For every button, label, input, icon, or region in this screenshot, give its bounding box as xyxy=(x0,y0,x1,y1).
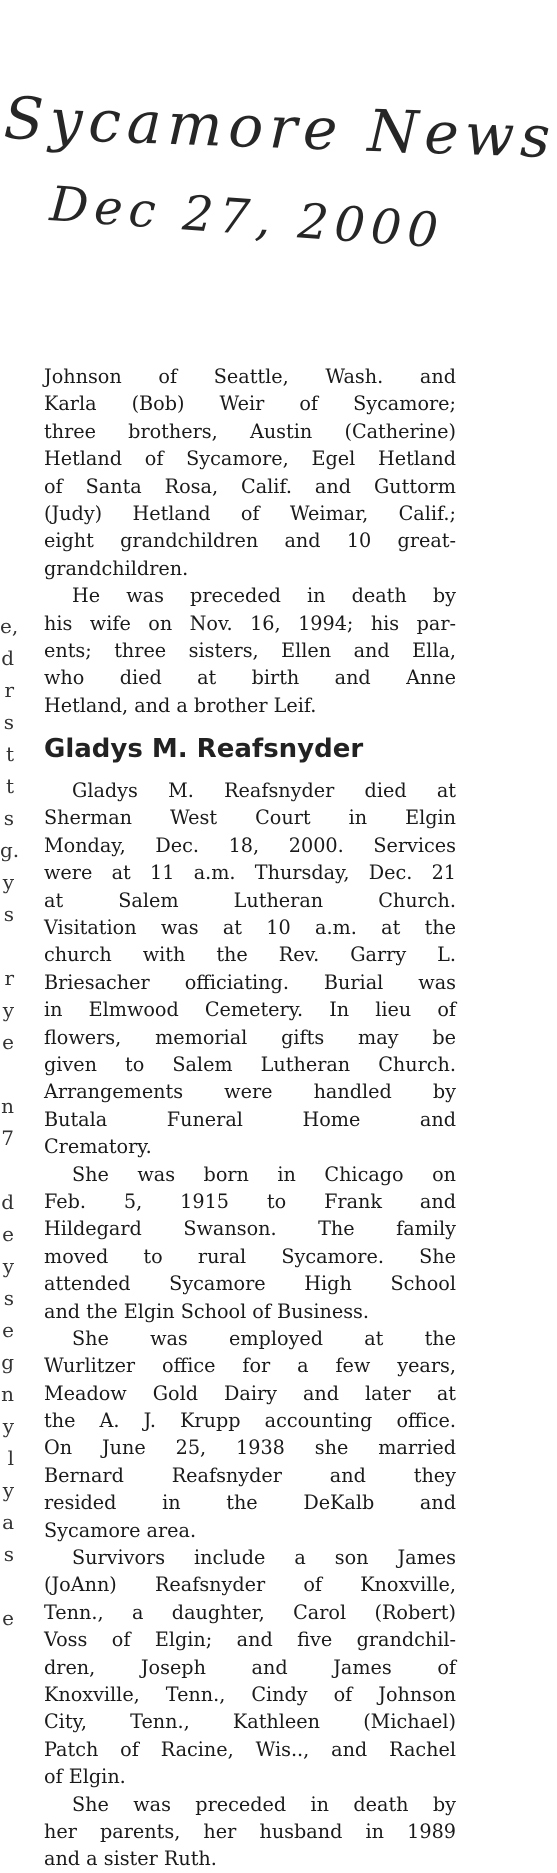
gutter-fragment: g. xyxy=(0,838,20,862)
obituary-paragraph xyxy=(44,1544,456,1791)
text-line: Monday, Dec. 18, 2000. Services xyxy=(44,833,456,857)
gutter-fragment: s xyxy=(3,1286,14,1310)
obituary-column xyxy=(44,363,456,1873)
handwritten-source: Sycamore News xyxy=(2,84,557,172)
obituary-body xyxy=(44,777,456,1873)
text-line: in Elmwood Cemetery. In lieu of xyxy=(44,998,456,1022)
text-line: and a sister Ruth. xyxy=(44,1847,217,1871)
handwritten-annotation xyxy=(0,0,557,260)
text-line: Hetland, and a brother Leif. xyxy=(44,693,317,717)
text-line: Briesacher officiating. Burial was xyxy=(44,970,456,994)
gutter-fragment: a xyxy=(2,1510,14,1534)
previous-obituary-continuation xyxy=(44,363,456,582)
text-line: Knoxville, Tenn., Cindy of Johnson xyxy=(44,1682,456,1706)
text-line: resided in the DeKalb and xyxy=(44,1491,456,1515)
text-line: Karla (Bob) Weir of Sycamore; xyxy=(44,392,456,416)
gutter-fragment: s xyxy=(3,902,14,926)
text-line: Crematory. xyxy=(44,1135,152,1159)
text-line: of Elgin. xyxy=(44,1765,126,1789)
text-line: Johnson of Seattle, Wash. and xyxy=(44,365,456,388)
gutter-fragment: d xyxy=(1,646,14,670)
text-line: church with the Rev. Garry L. xyxy=(44,943,456,967)
gutter-fragment: e xyxy=(2,1606,14,1630)
text-line: She was preceded in death by xyxy=(72,1792,456,1816)
text-line: Tenn., a daughter, Carol (Robert) xyxy=(44,1600,456,1624)
gutter-fragment: r xyxy=(4,678,14,702)
text-line: Gladys M. Reafsnyder died at xyxy=(72,779,456,803)
obituary-paragraph xyxy=(44,777,456,1160)
text-line: She was born in Chicago on xyxy=(72,1162,456,1186)
text-line: Bernard Reafsnyder and they xyxy=(44,1463,456,1487)
text-line: Voss of Elgin; and five grandchil- xyxy=(44,1628,456,1652)
gutter-fragment: 7 xyxy=(1,1126,14,1150)
text-line: ents; three sisters, Ellen and Ella, xyxy=(44,638,456,662)
gutter-fragment: g xyxy=(1,1350,14,1374)
text-line: She was employed at the xyxy=(72,1326,456,1350)
text-line: Visitation was at 10 a.m. at the xyxy=(44,916,456,940)
gutter-fragment: s xyxy=(3,806,14,830)
text-line: Survivors include a son James xyxy=(72,1546,456,1570)
gutter-fragment xyxy=(0,1634,14,1666)
text-line: moved to rural Sycamore. She xyxy=(44,1244,456,1268)
gutter-fragment: y xyxy=(2,998,14,1022)
text-line: who died at birth and Anne xyxy=(44,666,456,690)
gutter-fragment: e, xyxy=(0,614,19,638)
text-line: attended Sycamore High School xyxy=(44,1272,456,1296)
text-line: City, Tenn., Kathleen (Michael) xyxy=(44,1710,456,1734)
gutter-fragment: r xyxy=(4,966,14,990)
text-line: Patch of Racine, Wis.., and Rachel xyxy=(44,1737,456,1761)
text-line: Sycamore area. xyxy=(44,1518,197,1542)
gutter-fragment: y xyxy=(2,870,14,894)
text-line: dren, Joseph and James of xyxy=(44,1655,456,1679)
previous-obituary-closing xyxy=(44,582,456,719)
gutter-fragment: n xyxy=(1,1382,14,1406)
gutter-fragment: s xyxy=(3,710,14,734)
text-line: his wife on Nov. 16, 1994; his par- xyxy=(44,611,456,635)
gutter-fragment: y xyxy=(2,1254,14,1278)
text-line: given to Salem Lutheran Church. xyxy=(44,1052,456,1076)
text-line: of Santa Rosa, Calif. and Guttorm xyxy=(44,474,456,498)
gutter-fragment: s xyxy=(3,1542,14,1566)
obituary-headline: Gladys M. Reafsnyder xyxy=(44,734,364,765)
text-line: three brothers, Austin (Catherine) xyxy=(44,419,456,443)
gutter-fragment: n xyxy=(1,1094,14,1118)
obituary-paragraph xyxy=(44,1325,456,1544)
text-line: Hetland of Sycamore, Egel Hetland xyxy=(44,447,456,471)
text-line: Arrangements were handled by xyxy=(44,1080,456,1104)
gutter-fragment: e xyxy=(2,1222,14,1246)
obituary-paragraph xyxy=(44,1161,456,1325)
text-line: grandchildren. xyxy=(44,556,189,580)
gutter-fragment: t xyxy=(5,742,14,766)
gutter-fragment xyxy=(0,1154,14,1186)
gutter-fragment: e xyxy=(2,1030,14,1054)
gutter-fragment: d xyxy=(1,1190,14,1214)
text-line: On June 25, 1938 she married xyxy=(44,1436,456,1460)
gutter-fragment: y xyxy=(2,1478,14,1502)
text-line: eight grandchildren and 10 great- xyxy=(44,529,456,553)
handwritten-date: Dec 27, 2000 xyxy=(48,176,446,260)
gutter-fragment: y xyxy=(2,1414,14,1438)
text-line: Wurlitzer office for a few years, xyxy=(44,1354,456,1378)
gutter-fragment xyxy=(0,930,14,962)
gutter-fragment xyxy=(0,1570,14,1602)
text-line: were at 11 a.m. Thursday, Dec. 21 xyxy=(44,861,456,885)
text-line: Sherman West Court in Elgin xyxy=(44,806,456,830)
obituary-paragraph xyxy=(44,1791,456,1873)
text-line: at Salem Lutheran Church. xyxy=(44,888,456,912)
text-line: flowers, memorial gifts may be xyxy=(44,1025,456,1049)
text-line: her parents, her husband in 1989 xyxy=(44,1819,456,1843)
text-line: (JoAnn) Reafsnyder of Knoxville, xyxy=(44,1573,456,1597)
gutter-fragment: e xyxy=(2,1318,14,1342)
text-line: Feb. 5, 1915 to Frank and xyxy=(44,1189,456,1213)
text-line: Hildegard Swanson. The family xyxy=(44,1217,456,1241)
gutter-fragment: t xyxy=(5,774,14,798)
text-line: He was preceded in death by xyxy=(72,584,456,608)
adjacent-column-fragments xyxy=(0,610,20,1666)
text-line: the A. J. Krupp accounting office. xyxy=(44,1409,456,1433)
text-line: Butala Funeral Home and xyxy=(44,1107,456,1131)
text-line: Meadow Gold Dairy and later at xyxy=(44,1381,456,1405)
gutter-fragment xyxy=(0,1058,14,1090)
text-line: (Judy) Hetland of Weimar, Calif.; xyxy=(44,501,456,525)
text-line: and the Elgin School of Business. xyxy=(44,1299,370,1323)
gutter-fragment: l xyxy=(7,1446,14,1470)
